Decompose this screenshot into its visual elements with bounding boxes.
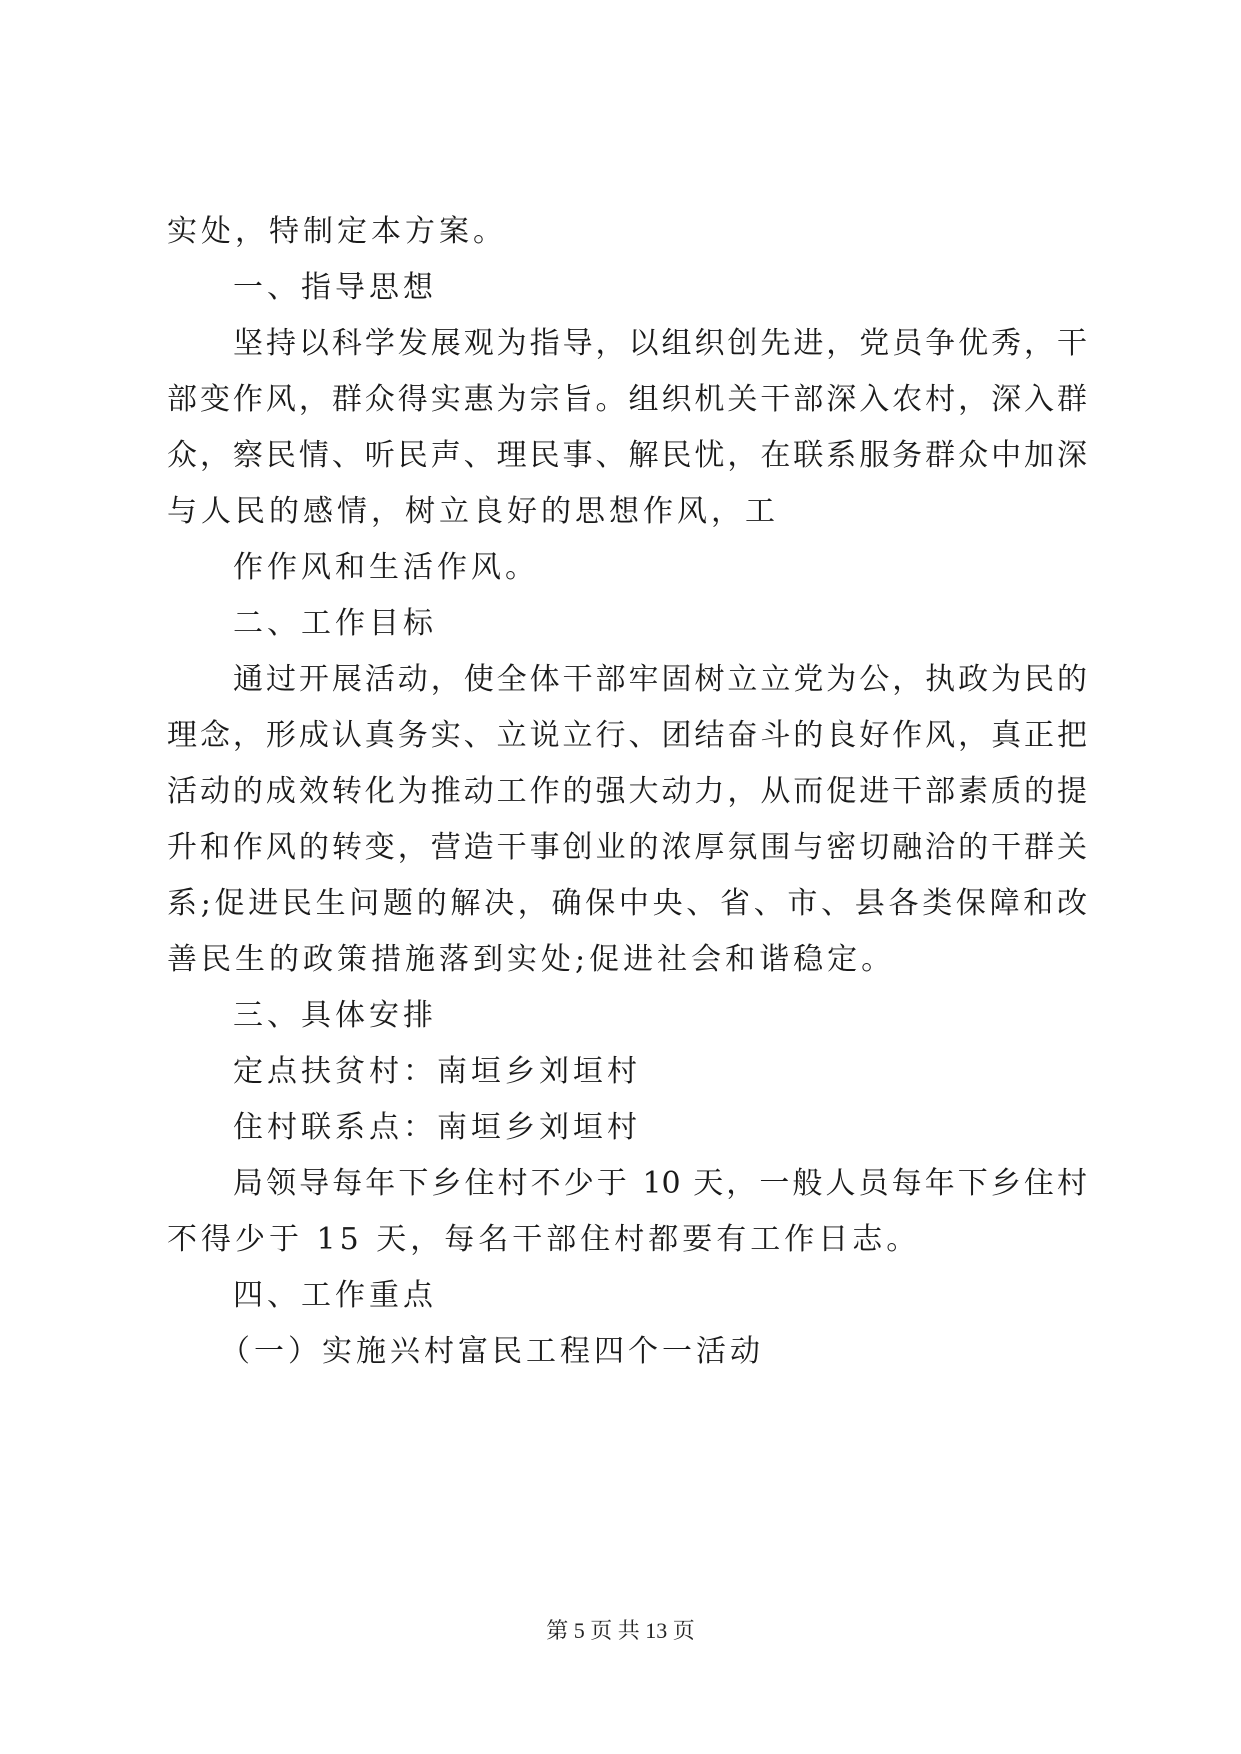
text-line-13: 系;促进民生问题的解决，确保中央、省、市、县各类保障和改 <box>167 886 1087 921</box>
text-line-9: 通过开展活动，使全体干部牢固树立立党为公，执政为民的 <box>233 662 1087 697</box>
section-heading-1: 一、指导思想 <box>233 270 437 305</box>
text-line-4: 部变作风，群众得实惠为宗旨。组织机关干部深入农村，深入群 <box>167 382 1087 417</box>
text-line-6: 与人民的感情，树立良好的思想作风，工 <box>167 494 779 529</box>
text-line-3: 坚持以科学发展观为指导，以组织创先进，党员争优秀，干 <box>233 326 1087 361</box>
text-line-10: 理念，形成认真务实、立说立行、团结奋斗的良好作风，真正把 <box>167 718 1087 753</box>
text-line-11: 活动的成效转化为推动工作的强大动力，从而促进干部素质的提 <box>167 774 1087 809</box>
section-heading-4: 四、工作重点 <box>233 1278 437 1313</box>
text-line-1: 实处，特制定本方案。 <box>167 214 507 249</box>
text-line-14: 善民生的政策措施落到实处;促进社会和谐稳定。 <box>167 942 896 977</box>
page-number-footer: 第 5 页 共 13 页 <box>546 1618 695 1643</box>
section-heading-3: 三、具体安排 <box>233 998 437 1033</box>
text-line-18: 局领导每年下乡住村不少于 10 天，一般人员每年下乡住村 <box>233 1166 1087 1201</box>
text-line-12: 升和作风的转变，营造干事创业的浓厚氛围与密切融洽的干群关 <box>167 830 1087 865</box>
text-line-16: 定点扶贫村：南垣乡刘垣村 <box>233 1054 641 1089</box>
text-line-17: 住村联系点：南垣乡刘垣村 <box>233 1110 641 1145</box>
text-line-5: 众，察民情、听民声、理民事、解民忧，在联系服务群众中加深 <box>167 438 1087 473</box>
subsection-heading-1: （一）实施兴村富民工程四个一活动 <box>220 1334 764 1369</box>
text-line-19: 不得少于 15 天，每名干部住村都要有工作日志。 <box>167 1222 921 1257</box>
text-line-7: 作作风和生活作风。 <box>233 550 539 585</box>
section-heading-2: 二、工作目标 <box>233 606 437 641</box>
